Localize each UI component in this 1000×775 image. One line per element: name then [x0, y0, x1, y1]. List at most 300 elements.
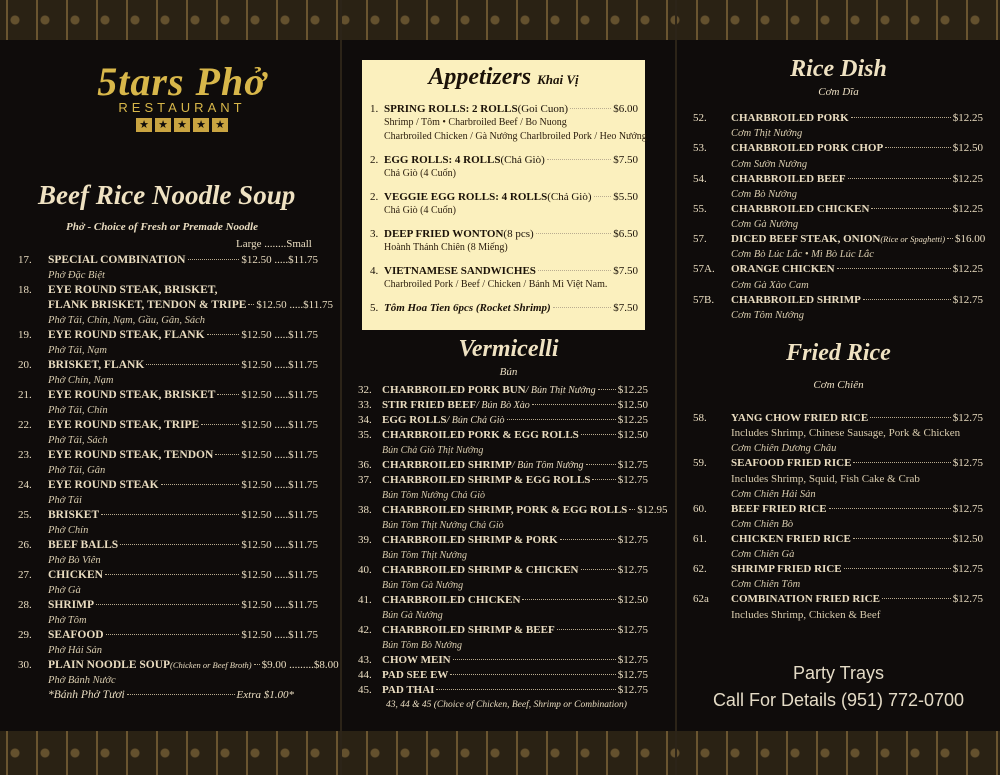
menu-item-row: [693, 532, 983, 547]
dot-leader: [853, 538, 951, 539]
item-vietnamese-name: Cơm Tôm Nướng: [731, 310, 804, 322]
item-name-detail: (Chả Giò): [500, 154, 545, 166]
item-price: $12.75: [952, 293, 983, 306]
item-number: 32.: [358, 384, 372, 396]
item-price: $12.25: [952, 172, 983, 185]
dot-leader: [598, 389, 616, 390]
dot-leader: [450, 674, 615, 675]
dot-leader: [853, 462, 950, 463]
menu-item: [693, 502, 983, 532]
menu-item: [358, 683, 648, 698]
item-name: BRISKET: [48, 509, 100, 521]
menu-item: [693, 172, 983, 202]
menu-item: [18, 508, 318, 538]
item-vietnamese-name: Cơm Chiên Gà: [731, 549, 795, 561]
menu-item-row: [358, 593, 648, 608]
menu-item: [18, 358, 318, 388]
menu-item-row: [18, 388, 318, 403]
item-price: $12.75: [617, 474, 648, 486]
menu-item: [693, 141, 983, 171]
star-icon: ★: [136, 118, 152, 132]
item-name: PLAIN NOODLE SOUP: [48, 659, 171, 671]
appetizer-row: [370, 301, 638, 315]
menu-item: [18, 568, 318, 598]
menu-item-row: [358, 458, 648, 473]
item-price: $12.50: [952, 532, 983, 545]
dot-leader: [453, 659, 616, 660]
menu-item: [18, 448, 318, 478]
dot-leader: [581, 434, 616, 435]
item-name: CHOW MEIN: [382, 654, 451, 666]
spacer: [370, 218, 638, 227]
item-price: $12.75: [617, 624, 648, 636]
item-name: CHARBROILED BEEF: [731, 172, 846, 185]
menu-item: [358, 473, 648, 503]
star-icon: ★: [174, 118, 190, 132]
menu-item: [693, 293, 983, 323]
menu-item: [358, 668, 648, 683]
section-subtitle-rice-dish: Cơm Dĩa: [818, 86, 859, 98]
item-price: $9.00 .........$8.00: [261, 659, 339, 671]
menu-item-row: [358, 533, 648, 548]
item-number: 42.: [358, 624, 372, 636]
item-name: SEAFOOD: [48, 629, 104, 641]
panel-rice: [677, 40, 1000, 731]
appetizer-item: [370, 190, 638, 218]
dot-leader: [254, 664, 260, 665]
item-description: Charbroiled Pork / Beef / Chicken / Bánh Mì Việt Nam.: [384, 279, 608, 290]
dot-leader: [522, 599, 615, 600]
menu-item-row: [693, 456, 983, 471]
dot-leader: [127, 694, 235, 695]
item-name: CHARBROILED SHRIMP: [731, 293, 861, 306]
appetizer-item: [370, 227, 638, 255]
item-price: $6.00: [613, 103, 638, 115]
appetizer-item: [370, 153, 638, 181]
item-price: $12.50: [617, 399, 648, 411]
dot-leader: [248, 304, 254, 305]
item-number: 2.: [370, 191, 379, 203]
item-price: $12.75: [617, 669, 648, 681]
item-number: 62a: [693, 593, 709, 606]
menu-item-row: [358, 623, 648, 638]
item-number: 57A.: [693, 263, 715, 276]
menu-item-row: [693, 293, 983, 308]
fried-rice-item-list: [693, 411, 983, 623]
menu-item: [358, 398, 648, 413]
section-title-beef: Beef Rice Noodle Soup: [38, 180, 296, 210]
appetizers-box: [362, 60, 645, 330]
item-number: 38.: [358, 504, 372, 516]
appetizer-row: [370, 190, 638, 204]
item-price: $12.50 .....$11.75: [241, 359, 318, 371]
item-number: 17.: [18, 254, 32, 266]
item-name: EYE ROUND STEAK, TENDON: [48, 449, 214, 461]
item-name: CHICKEN: [48, 569, 103, 581]
menu-item: [18, 253, 318, 283]
menu-item-row: [358, 398, 648, 413]
dot-leader: [882, 598, 951, 599]
item-price: $12.50 .....$11.75: [241, 539, 318, 551]
section-title-vermicelli: Vermicelli: [458, 336, 559, 362]
star-icon: ★: [212, 118, 228, 132]
menu-item-row: [693, 562, 983, 577]
spacer: [370, 292, 638, 301]
item-name: SPECIAL COMBINATION: [48, 254, 186, 266]
dot-leader: [532, 404, 616, 405]
party-trays-text: Party Trays: [792, 663, 885, 683]
dot-leader: [96, 604, 239, 605]
item-name: EGG ROLLS: [382, 414, 447, 426]
item-vietnamese-name: Cơm Sườn Nướng: [731, 158, 808, 170]
menu-item: [358, 428, 648, 458]
item-price: $12.50: [617, 429, 648, 441]
item-price: $12.25: [617, 384, 648, 396]
item-vietnamese-name: Cơm Thịt Nướng: [731, 128, 803, 140]
item-name: CHARBROILED SHRIMP & EGG ROLLS: [382, 474, 591, 486]
appetizer-item: [370, 301, 638, 315]
item-description: Hoành Thánh Chiên (8 Miếng): [384, 242, 508, 253]
item-vietnamese-name: Cơm Chiên Hải Sản: [731, 488, 816, 500]
dot-leader: [201, 424, 239, 425]
menu-item: [18, 628, 318, 658]
menu-item-row: [693, 262, 983, 277]
item-name: DICED BEEF STEAK, ONION: [731, 233, 881, 246]
item-name-detail: (Chả Giò): [547, 191, 592, 203]
menu-item-row: [358, 683, 648, 698]
item-number: 23.: [18, 449, 32, 461]
item-name: STIR FRIED BEEF: [382, 399, 477, 411]
item-price: $12.50: [952, 142, 983, 155]
item-vietnamese-name: Phở Tái, Gân: [48, 465, 106, 476]
star-icon: ★: [193, 118, 209, 132]
item-number: 62.: [693, 563, 707, 576]
item-price: $16.00: [955, 233, 986, 246]
item-price: $12.75: [617, 564, 648, 576]
item-number: 24.: [18, 479, 32, 491]
item-vietnamese-name: Phở Chín: [48, 525, 89, 536]
menu-item-row: [18, 328, 318, 343]
menu-item-row: [358, 428, 648, 443]
menu-item: [18, 298, 334, 328]
item-name: CHARBROILED PORK & EGG ROLLS: [382, 429, 579, 441]
vermicelli-item-list: [358, 383, 668, 713]
item-number: 27.: [18, 569, 32, 581]
star-icon: ★: [155, 118, 171, 132]
item-name: PAD SEE EW: [382, 669, 449, 681]
item-name: CHARBROILED PORK CHOP: [731, 142, 884, 155]
section-subtitle-vermicelli: Bún: [499, 366, 518, 378]
item-number: 52.: [693, 112, 707, 124]
item-price: $12.75: [617, 684, 648, 696]
menu-item-extra: [18, 688, 318, 703]
dot-leader: [863, 299, 951, 300]
item-name: ORANGE CHICKEN: [731, 263, 835, 276]
menu-item-row: [358, 473, 648, 488]
item-name: Tôm Hoa Tien 6pcs (Rocket Shrimp): [384, 302, 551, 314]
item-price: $12.75: [617, 459, 648, 471]
item-number: 29.: [18, 629, 32, 641]
menu-item: [693, 111, 983, 141]
item-vietnamese-name: Phở Hải Sản: [48, 645, 103, 656]
item-number: 33.: [358, 399, 372, 411]
item-number: 4.: [370, 265, 379, 277]
item-number: 22.: [18, 419, 32, 431]
dot-leader: [570, 108, 611, 109]
item-price: $12.25: [617, 414, 648, 426]
menu-item-row: [18, 253, 318, 268]
menu-item: [693, 592, 983, 622]
item-number: 59.: [693, 457, 707, 470]
vermicelli-choice-note: 43, 44 & 45 (Choice of Chicken, Beef, Shrimp or Combination): [386, 700, 627, 710]
section-title-fried-rice: Fried Rice: [786, 340, 891, 366]
menu-item-row: [693, 592, 983, 607]
dot-leader: [629, 509, 635, 510]
item-number: 1.: [370, 103, 379, 115]
item-name: PAD THAI: [382, 684, 435, 696]
item-name: BRISKET, FLANK: [48, 359, 145, 371]
item-name: CHARBROILED SHRIMP & BEEF: [382, 624, 555, 636]
item-price: $5.50: [613, 191, 638, 203]
menu-item: [693, 202, 983, 232]
item-name: EYE ROUND STEAK, BRISKET: [48, 389, 216, 401]
item-vietnamese-name: Bún Chả Giò Thịt Nướng: [382, 445, 484, 456]
dot-leader: [105, 574, 239, 575]
logo-stars: [82, 118, 282, 132]
decorative-border-top: [0, 0, 1000, 40]
menu-item: [18, 328, 318, 358]
appetizer-row: [370, 153, 638, 167]
item-price: $12.50 .....$11.75: [241, 599, 318, 611]
section-title-rice-dish: Rice Dish: [790, 56, 887, 82]
item-price: $12.25: [952, 202, 983, 215]
menu-item: [18, 658, 339, 688]
item-price: $12.75: [952, 457, 983, 470]
menu-item-row: [18, 478, 318, 493]
menu-item: [358, 593, 648, 623]
panel-beef-noodle-soup: [0, 40, 340, 731]
item-number: 26.: [18, 539, 32, 551]
menu-item-row: [18, 283, 318, 298]
menu-item: [693, 262, 983, 292]
item-price: $12.25: [952, 263, 983, 276]
item-number: 25.: [18, 509, 32, 521]
item-number: 30.: [18, 659, 32, 671]
item-number: 57B.: [693, 293, 715, 306]
item-number: 5.: [370, 302, 379, 314]
item-number: 36.: [358, 459, 372, 471]
beef-item-list: [18, 253, 339, 703]
dot-leader: [837, 268, 951, 269]
item-description: Chả Giò (4 Cuốn): [384, 205, 456, 216]
menu-item-row: [358, 653, 648, 668]
menu-item-row: [18, 538, 318, 553]
menu-item: [18, 598, 318, 628]
item-price: $12.50 .....$11.75: [241, 629, 318, 641]
item-number: 19.: [18, 329, 32, 341]
item-price: $12.50: [617, 594, 648, 606]
item-number: 53.: [693, 142, 707, 155]
dot-leader: [536, 233, 612, 234]
call-for-details-text: Call For Details (951) 772-0700: [712, 690, 965, 710]
dot-leader: [507, 419, 616, 420]
item-price: $6.50: [613, 228, 638, 240]
menu-item: [358, 458, 648, 473]
item-number: 60.: [693, 502, 707, 515]
item-description: Shrimp / Tôm • Charbroiled Beef / Bo Nuong: [384, 117, 567, 128]
menu-item-row: [358, 383, 648, 398]
item-price: $7.50: [613, 302, 638, 314]
item-number: 54.: [693, 172, 707, 185]
dot-leader: [560, 539, 616, 540]
item-name: YANG CHOW FRIED RICE: [731, 412, 869, 424]
item-price: $12.50 .....$11.75: [241, 479, 318, 491]
item-price: $7.50: [613, 265, 638, 277]
item-description: Includes Shrimp, Chinese Sausage, Pork & Chicken: [731, 427, 961, 440]
section-title-appetizers: [362, 64, 645, 91]
item-name-detail: (8 pcs): [503, 228, 534, 240]
menu-item: [693, 456, 983, 501]
item-price: $7.50: [613, 154, 638, 166]
menu-item-row: [693, 411, 983, 426]
section-subtitle-fried-rice: Cơm Chiên: [813, 379, 864, 391]
dot-leader: [885, 147, 951, 148]
menu-item-row: [358, 503, 668, 518]
decorative-border-bottom: [0, 731, 1000, 775]
item-description: Chả Giò (4 Cuốn): [384, 168, 456, 179]
item-vietnamese-name: Phở Bò Viên: [48, 555, 101, 566]
dot-leader: [871, 208, 950, 209]
item-vietnamese-name: Phở Bánh Nước: [48, 675, 116, 686]
item-number: 28.: [18, 599, 32, 611]
extra-name: *Bánh Phở Tươi: [48, 689, 125, 701]
menu-item: [358, 623, 648, 653]
extra-price: Extra $1.00*: [236, 689, 294, 701]
item-vietnamese-name: Bún Tôm Bò Nướng: [382, 640, 462, 651]
dot-leader: [217, 394, 239, 395]
menu-item-row: [18, 418, 318, 433]
dot-leader: [592, 479, 615, 480]
dot-leader: [581, 569, 616, 570]
item-price: $12.75: [952, 563, 983, 576]
dot-leader: [844, 568, 951, 569]
item-number: 40.: [358, 564, 372, 576]
item-number: 35.: [358, 429, 372, 441]
item-number: 44.: [358, 669, 372, 681]
menu-item-row: [18, 508, 318, 523]
item-note: (Chicken or Beef Broth): [170, 660, 252, 670]
item-vietnamese-name: Cơm Bò Lúc Lắc • Mì Bò Lúc Lắc: [731, 249, 874, 261]
menu-item-row: [18, 358, 318, 373]
item-vietnamese-inline: / Bún Chả Giò: [446, 415, 505, 426]
item-price: $12.50 .....$11.75: [256, 299, 334, 311]
extra-row: [18, 688, 318, 703]
appetizers-title-text: Appetizers: [428, 64, 532, 90]
item-name: BEEF FRIED RICE: [731, 502, 827, 515]
menu-item-row: [693, 232, 986, 247]
size-column-header: Large ........Small: [236, 238, 312, 250]
item-name: BEEF BALLS: [48, 539, 119, 551]
item-price: $12.50 .....$11.75: [241, 569, 318, 581]
item-price: $12.50 .....$11.75: [241, 389, 318, 401]
spacer: [370, 144, 638, 153]
menu-item-row: [358, 413, 648, 428]
dot-leader: [947, 238, 953, 239]
item-number: 18.: [18, 284, 32, 296]
menu-item: [358, 533, 648, 563]
item-name: EYE ROUND STEAK, BRISKET,: [48, 284, 218, 296]
spacer: [370, 181, 638, 190]
item-name: CHARBROILED PORK: [731, 112, 849, 124]
item-name: CHARBROILED SHRIMP & CHICKEN: [382, 564, 579, 576]
item-vietnamese-name: Phở Tái, Nạm: [48, 345, 107, 356]
dot-leader: [870, 417, 951, 418]
menu-item-row: [18, 628, 318, 643]
menu-item-row: [358, 563, 648, 578]
menu-item-row: [693, 111, 983, 126]
item-price: $12.50 .....$11.75: [241, 254, 318, 266]
menu-item: [18, 388, 318, 418]
item-name: CHARBROILED SHRIMP & PORK: [382, 534, 558, 546]
item-number: 39.: [358, 534, 372, 546]
item-vietnamese-name: Phở Tái, Chín, Nạm, Gầu, Gân, Sách: [48, 315, 205, 326]
item-vietnamese-name: Cơm Chiên Bò: [731, 518, 794, 530]
item-name: CHARBROILED SHRIMP, PORK & EGG ROLLS: [382, 504, 628, 516]
item-price: $12.75: [952, 502, 983, 515]
item-vietnamese-name: Phở Tái, Chín: [48, 405, 108, 416]
dot-leader: [106, 634, 240, 635]
item-number: 58.: [693, 412, 707, 424]
menu-item: [693, 532, 983, 562]
item-name: VIETNAMESE SANDWICHES: [384, 265, 536, 277]
item-name: CHARBROILED CHICKEN: [382, 594, 521, 606]
item-number: 61.: [693, 532, 707, 545]
appetizer-item: [370, 264, 638, 292]
menu-item: [358, 563, 648, 593]
menu-item: [693, 411, 983, 456]
dot-leader: [553, 307, 612, 308]
item-vietnamese-name: Cơm Bò Nướng: [731, 188, 797, 200]
dot-leader: [188, 259, 240, 260]
dot-leader: [557, 629, 616, 630]
item-description: Includes Shrimp, Squid, Fish Cake & Crab: [731, 472, 920, 485]
item-vietnamese-name: Cơm Chiên Tôm: [731, 579, 801, 591]
appetizer-row: [370, 264, 638, 278]
item-name: CHARBROILED CHICKEN: [731, 202, 870, 215]
item-number: 20.: [18, 359, 32, 371]
item-vietnamese-name: Phở Tái: [48, 495, 82, 506]
dot-leader: [547, 159, 612, 160]
item-name: EYE ROUND STEAK: [48, 479, 159, 491]
item-vietnamese-name: Phở Đặc Biệt: [48, 270, 105, 281]
item-vietnamese-name: Bún Tôm Thịt Nướng: [382, 550, 467, 561]
item-vietnamese-name: Bún Tôm Gà Nướng: [382, 580, 464, 591]
item-name: CHARBROILED PORK BUN: [382, 384, 526, 396]
item-vietnamese-inline: / Bún Bò Xào: [476, 400, 530, 411]
menu-item: [18, 283, 318, 298]
item-price: $12.50 .....$11.75: [241, 419, 318, 431]
dot-leader: [436, 689, 615, 690]
menu-item: [18, 478, 318, 508]
item-name: DEEP FRIED WONTON: [384, 228, 504, 240]
item-number: 55.: [693, 202, 707, 215]
item-number: 37.: [358, 474, 372, 486]
menu-item-row: [18, 658, 339, 673]
appetizers-title-vn: Khai Vị: [537, 72, 579, 87]
item-description: Includes Shrimp, Chicken & Beef: [731, 608, 881, 621]
dot-leader: [538, 270, 611, 271]
item-vietnamese-name: Phở Chín, Nạm: [48, 375, 114, 386]
